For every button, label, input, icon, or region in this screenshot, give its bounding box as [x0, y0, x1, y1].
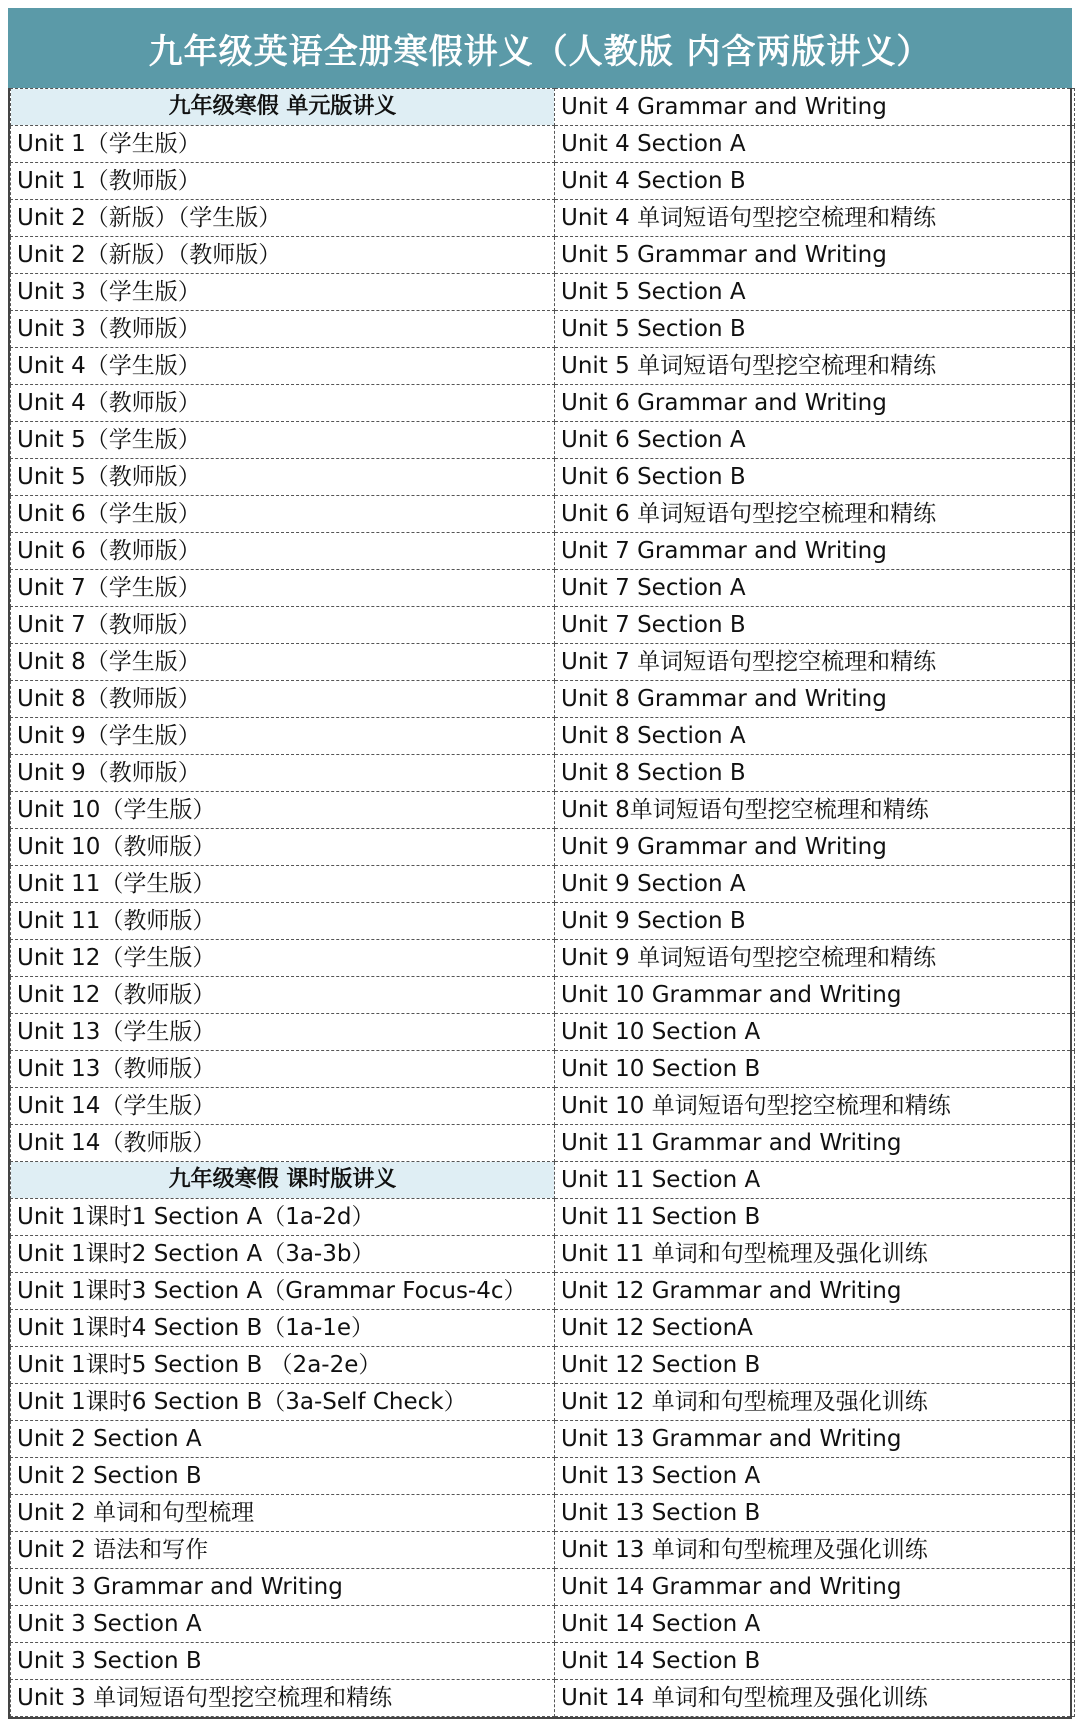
left-cell: Unit 12（教师版）	[11, 977, 555, 1014]
right-cell: Unit 8 Section A	[555, 718, 1075, 755]
table-row	[11, 1458, 1075, 1495]
left-cell: Unit 3（学生版）	[11, 274, 555, 311]
right-cell: Unit 12 Grammar and Writing	[555, 1273, 1075, 1310]
right-cell: Unit 9 Section A	[555, 866, 1075, 903]
table-row	[11, 1236, 1075, 1273]
contents-table-body	[11, 89, 1075, 1717]
left-cell: Unit 1（学生版）	[11, 126, 555, 163]
table-row	[11, 200, 1075, 237]
right-cell: Unit 13 单词和句型梳理及强化训练	[555, 1532, 1075, 1569]
right-cell: Unit 12 单词和句型梳理及强化训练	[555, 1384, 1075, 1421]
right-cell: Unit 7 单词短语句型挖空梳理和精练	[555, 644, 1075, 681]
left-cell: Unit 5（教师版）	[11, 459, 555, 496]
left-cell: Unit 10（学生版）	[11, 792, 555, 829]
right-cell: Unit 14 Grammar and Writing	[555, 1569, 1075, 1606]
left-cell: Unit 3 Grammar and Writing	[11, 1569, 555, 1606]
left-cell: Unit 2（新版）（学生版）	[11, 200, 555, 237]
left-cell: Unit 3（教师版）	[11, 311, 555, 348]
table-row	[11, 792, 1075, 829]
table-row	[11, 311, 1075, 348]
left-cell: Unit 1课时2 Section A（3a-3b）	[11, 1236, 555, 1273]
right-cell: Unit 6 Section B	[555, 459, 1075, 496]
left-cell: Unit 9（学生版）	[11, 718, 555, 755]
left-cell: Unit 8（学生版）	[11, 644, 555, 681]
table-row	[11, 89, 1075, 126]
section-header-cell: 九年级寒假 单元版讲义	[11, 89, 555, 126]
left-cell: Unit 6（学生版）	[11, 496, 555, 533]
right-cell: Unit 7 Grammar and Writing	[555, 533, 1075, 570]
right-cell: Unit 8 Grammar and Writing	[555, 681, 1075, 718]
table-row	[11, 422, 1075, 459]
right-cell: Unit 9 单词短语句型挖空梳理和精练	[555, 940, 1075, 977]
table-row	[11, 940, 1075, 977]
table-row	[11, 644, 1075, 681]
left-cell: Unit 1课时3 Section A（Grammar Focus-4c）	[11, 1273, 555, 1310]
right-cell: Unit 10 单词短语句型挖空梳理和精练	[555, 1088, 1075, 1125]
right-cell: Unit 4 Grammar and Writing	[555, 89, 1075, 126]
section-header-cell: 九年级寒假 课时版讲义	[11, 1162, 555, 1199]
table-row	[11, 348, 1075, 385]
table-row	[11, 1421, 1075, 1458]
right-cell: Unit 13 Section A	[555, 1458, 1075, 1495]
left-cell: Unit 13（教师版）	[11, 1051, 555, 1088]
right-cell: Unit 4 Section B	[555, 163, 1075, 200]
right-cell: Unit 9 Grammar and Writing	[555, 829, 1075, 866]
left-cell: Unit 1（教师版）	[11, 163, 555, 200]
right-cell: Unit 7 Section B	[555, 607, 1075, 644]
table-row	[11, 459, 1075, 496]
left-cell: Unit 6（教师版）	[11, 533, 555, 570]
table-row	[11, 1680, 1075, 1717]
table-row	[11, 1088, 1075, 1125]
table-row	[11, 903, 1075, 940]
table-row	[11, 1199, 1075, 1236]
right-cell: Unit 10 Grammar and Writing	[555, 977, 1075, 1014]
right-cell: Unit 14 Section B	[555, 1643, 1075, 1680]
table-row	[11, 1162, 1075, 1199]
left-cell: Unit 1课时4 Section B（1a-1e）	[11, 1310, 555, 1347]
table-row	[11, 274, 1075, 311]
table-row	[11, 385, 1075, 422]
left-cell: Unit 7（教师版）	[11, 607, 555, 644]
table-row	[11, 126, 1075, 163]
right-cell: Unit 13 Grammar and Writing	[555, 1421, 1075, 1458]
left-cell: Unit 11（教师版）	[11, 903, 555, 940]
right-cell: Unit 6 Section A	[555, 422, 1075, 459]
left-cell: Unit 4（学生版）	[11, 348, 555, 385]
left-cell: Unit 14（学生版）	[11, 1088, 555, 1125]
right-cell: Unit 6 单词短语句型挖空梳理和精练	[555, 496, 1075, 533]
page-title: 九年级英语全册寒假讲义（人教版 内含两版讲义）	[8, 8, 1072, 88]
left-cell: Unit 8（教师版）	[11, 681, 555, 718]
right-cell: Unit 8单词短语句型挖空梳理和精练	[555, 792, 1075, 829]
table-row	[11, 1643, 1075, 1680]
right-cell: Unit 11 单词和句型梳理及强化训练	[555, 1236, 1075, 1273]
right-cell: Unit 10 Section A	[555, 1014, 1075, 1051]
left-cell: Unit 3 Section A	[11, 1606, 555, 1643]
left-cell: Unit 5（学生版）	[11, 422, 555, 459]
table-row	[11, 496, 1075, 533]
table-row	[11, 1014, 1075, 1051]
right-cell: Unit 11 Section A	[555, 1162, 1075, 1199]
left-cell: Unit 3 单词短语句型挖空梳理和精练	[11, 1680, 555, 1717]
table-row	[11, 681, 1075, 718]
left-cell: Unit 2 语法和写作	[11, 1532, 555, 1569]
table-row	[11, 1384, 1075, 1421]
table-row	[11, 718, 1075, 755]
left-cell: Unit 1课时6 Section B（3a-Self Check）	[11, 1384, 555, 1421]
table-row	[11, 866, 1075, 903]
right-cell: Unit 4 单词短语句型挖空梳理和精练	[555, 200, 1075, 237]
right-cell: Unit 7 Section A	[555, 570, 1075, 607]
table-row	[11, 1051, 1075, 1088]
table-row	[11, 163, 1075, 200]
left-cell: Unit 2 单词和句型梳理	[11, 1495, 555, 1532]
table-row	[11, 607, 1075, 644]
table-row	[11, 1606, 1075, 1643]
left-cell: Unit 12（学生版）	[11, 940, 555, 977]
table-row	[11, 829, 1075, 866]
right-cell: Unit 11 Section B	[555, 1199, 1075, 1236]
right-cell: Unit 14 单词和句型梳理及强化训练	[555, 1680, 1075, 1717]
left-cell: Unit 13（学生版）	[11, 1014, 555, 1051]
right-cell: Unit 5 Grammar and Writing	[555, 237, 1075, 274]
right-cell: Unit 11 Grammar and Writing	[555, 1125, 1075, 1162]
right-cell: Unit 5 Section B	[555, 311, 1075, 348]
left-cell: Unit 11（学生版）	[11, 866, 555, 903]
left-cell: Unit 1课时1 Section A（1a-2d）	[11, 1199, 555, 1236]
left-cell: Unit 2（新版）（教师版）	[11, 237, 555, 274]
table-row	[11, 755, 1075, 792]
contents-table	[10, 88, 1075, 1717]
right-cell: Unit 14 Section A	[555, 1606, 1075, 1643]
right-cell: Unit 5 Section A	[555, 274, 1075, 311]
table-row	[11, 1310, 1075, 1347]
table-row	[11, 1569, 1075, 1606]
left-cell: Unit 3 Section B	[11, 1643, 555, 1680]
table-row	[11, 1125, 1075, 1162]
right-cell: Unit 8 Section B	[555, 755, 1075, 792]
table-row	[11, 1532, 1075, 1569]
table-row	[11, 237, 1075, 274]
right-cell: Unit 13 Section B	[555, 1495, 1075, 1532]
left-cell: Unit 1课时5 Section B （2a-2e）	[11, 1347, 555, 1384]
left-cell: Unit 2 Section A	[11, 1421, 555, 1458]
table-row	[11, 1495, 1075, 1532]
table-row	[11, 533, 1075, 570]
table-frame	[8, 88, 1072, 1719]
right-cell: Unit 10 Section B	[555, 1051, 1075, 1088]
left-cell: Unit 7（学生版）	[11, 570, 555, 607]
table-row	[11, 1273, 1075, 1310]
right-cell: Unit 12 SectionA	[555, 1310, 1075, 1347]
table-row	[11, 570, 1075, 607]
table-row	[11, 977, 1075, 1014]
document-sheet	[8, 8, 1072, 1719]
right-cell: Unit 5 单词短语句型挖空梳理和精练	[555, 348, 1075, 385]
left-cell: Unit 10（教师版）	[11, 829, 555, 866]
left-cell: Unit 14（教师版）	[11, 1125, 555, 1162]
right-cell: Unit 12 Section B	[555, 1347, 1075, 1384]
left-cell: Unit 2 Section B	[11, 1458, 555, 1495]
right-cell: Unit 4 Section A	[555, 126, 1075, 163]
right-cell: Unit 9 Section B	[555, 903, 1075, 940]
table-row	[11, 1347, 1075, 1384]
right-cell: Unit 6 Grammar and Writing	[555, 385, 1075, 422]
left-cell: Unit 9（教师版）	[11, 755, 555, 792]
left-cell: Unit 4（教师版）	[11, 385, 555, 422]
